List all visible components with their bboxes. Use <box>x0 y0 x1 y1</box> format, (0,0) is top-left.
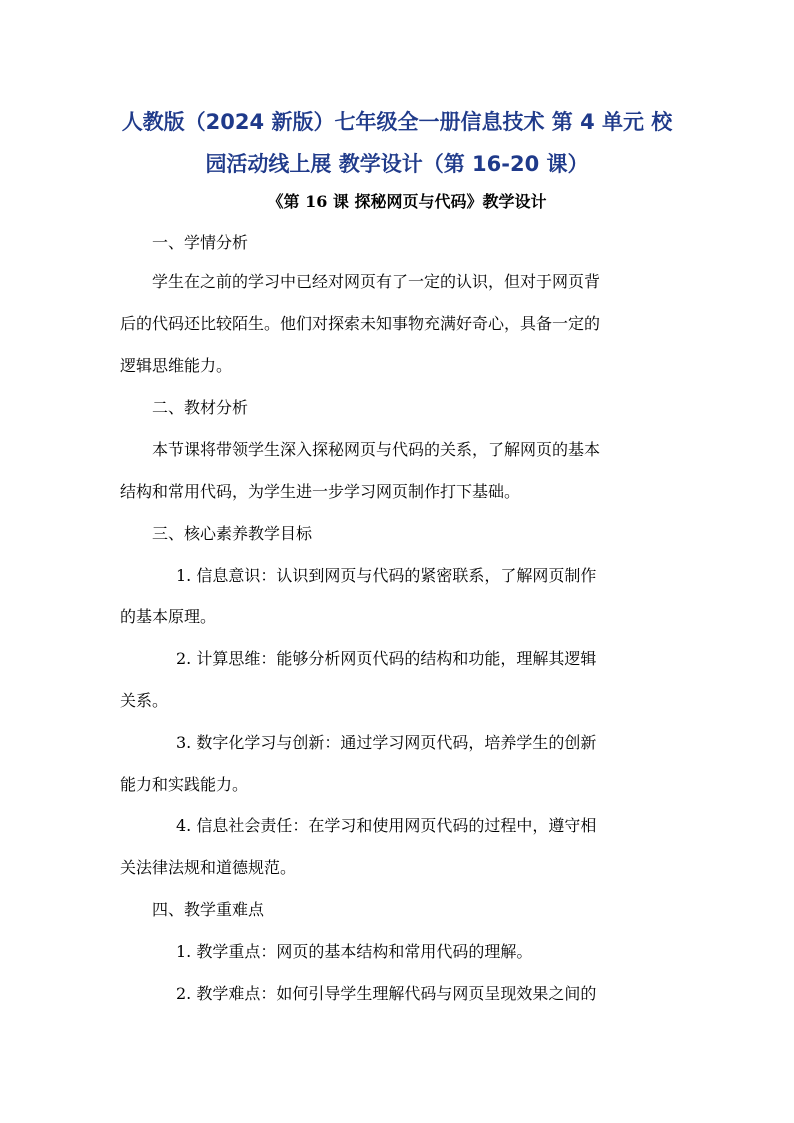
list-item: 2. 教学难点：如何引导学生理解代码与网页呈现效果之间的 <box>176 984 597 1003</box>
section-heading-learner-analysis: 一、学情分析 <box>152 233 249 252</box>
paragraph-line: 逻辑思维能力。 <box>120 356 233 375</box>
paragraph-line: 后的代码还比较陌生。他们对探索未知事物充满好奇心，具备一定的 <box>120 314 601 333</box>
section-heading-textbook-analysis: 二、教材分析 <box>152 398 249 417</box>
section-heading-key-points: 四、教学重难点 <box>152 900 265 919</box>
section-heading-objectives: 三、核心素养教学目标 <box>152 524 313 543</box>
paragraph-line: 本节课将带领学生深入探秘网页与代码的关系，了解网页的基本 <box>152 440 601 459</box>
document-title-line-1: 人教版（2024 新版）七年级全一册信息技术 第 4 单元 校 <box>121 110 673 134</box>
paragraph-line: 结构和常用代码，为学生进一步学习网页制作打下基础。 <box>120 482 521 501</box>
list-item-continuation: 关法律法规和道德规范。 <box>120 858 297 877</box>
lesson-subtitle: 《第 16 课 探秘网页与代码》教学设计 <box>267 192 547 211</box>
list-item: 4. 信息社会责任：在学习和使用网页代码的过程中，遵守相 <box>176 816 597 835</box>
paragraph-line: 学生在之前的学习中已经对网页有了一定的认识，但对于网页背 <box>152 272 601 291</box>
list-item: 2. 计算思维：能够分析网页代码的结构和功能，理解其逻辑 <box>176 649 597 668</box>
list-item: 1. 信息意识：认识到网页与代码的紧密联系，了解网页制作 <box>176 566 597 585</box>
document-title-line-2: 园活动线上展 教学设计（第 16-20 课） <box>205 152 589 176</box>
list-item: 3. 数字化学习与创新：通过学习网页代码，培养学生的创新 <box>176 733 597 752</box>
list-item-continuation: 的基本原理。 <box>120 607 217 626</box>
list-item-continuation: 能力和实践能力。 <box>120 775 249 794</box>
list-item-continuation: 关系。 <box>120 691 169 710</box>
list-item: 1. 教学重点：网页的基本结构和常用代码的理解。 <box>176 942 533 961</box>
